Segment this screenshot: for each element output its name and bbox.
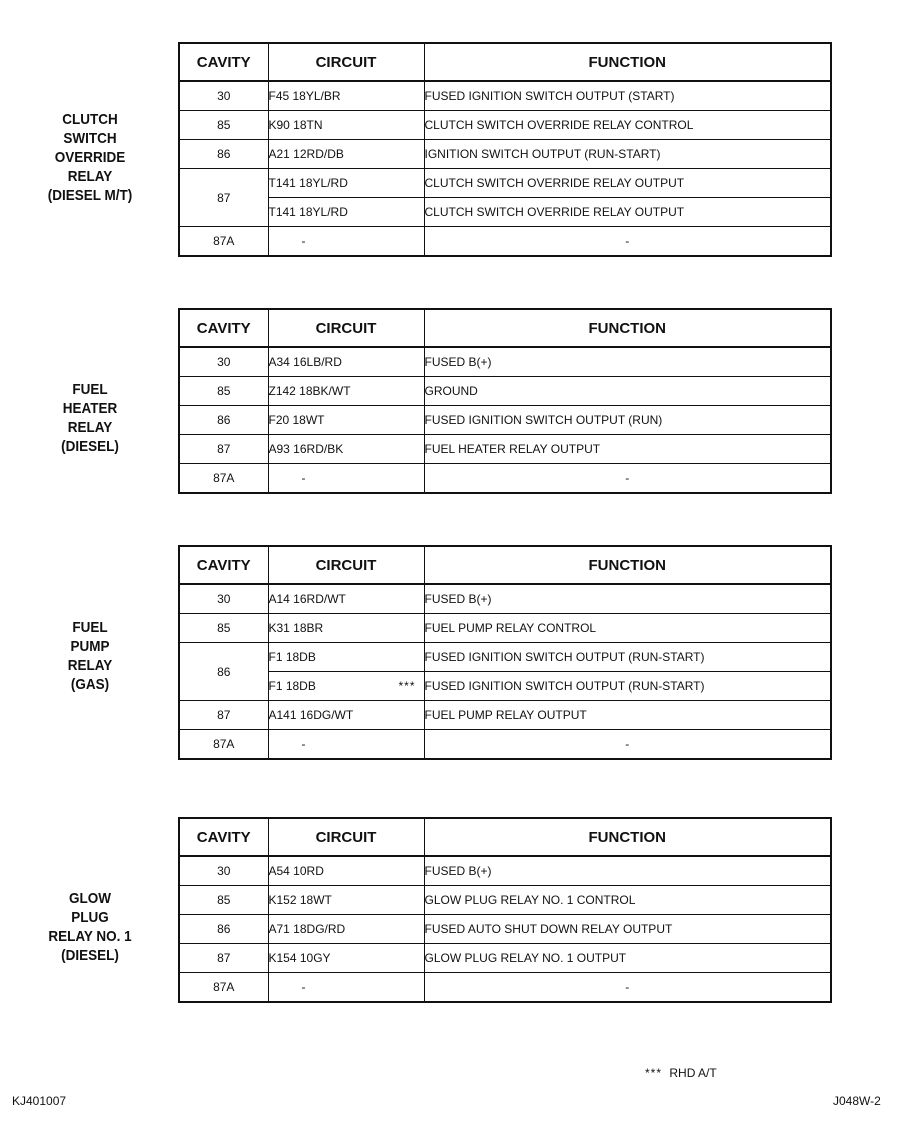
- table-row: [179, 886, 831, 915]
- fuel-heater-relay-table: [178, 308, 832, 494]
- figure-code-left: KJ401007: [12, 1094, 67, 1108]
- table-header-row: [179, 43, 831, 81]
- cavity-cell: 86: [179, 140, 268, 169]
- table-row: [179, 435, 831, 464]
- function-cell: FUEL PUMP RELAY OUTPUT: [424, 701, 831, 730]
- table-row: [179, 377, 831, 406]
- cavity-cell: 87A: [179, 464, 268, 494]
- circuit-cell: K152 18WT: [268, 886, 424, 915]
- header-function: FUNCTION: [424, 43, 831, 81]
- cavity-cell: 86: [179, 915, 268, 944]
- function-cell: -: [424, 227, 831, 257]
- cavity-cell: 87: [179, 169, 268, 227]
- table-header-row: [179, 546, 831, 584]
- cavity-cell: 85: [179, 886, 268, 915]
- circuit-cell: K90 18TN: [268, 111, 424, 140]
- function-cell: -: [424, 973, 831, 1003]
- function-cell: FUSED B(+): [424, 347, 831, 377]
- table-row: [179, 584, 831, 614]
- header-function: FUNCTION: [424, 818, 831, 856]
- rhd-marker: ***: [398, 679, 416, 693]
- circuit-cell: A34 16LB/RD: [268, 347, 424, 377]
- footnote: [645, 1066, 717, 1080]
- figure-code-right: J048W-2: [833, 1094, 881, 1108]
- table-row: [179, 347, 831, 377]
- cavity-cell: 86: [179, 406, 268, 435]
- footnote-text: RHD A/T: [669, 1066, 717, 1080]
- cavity-cell: 30: [179, 584, 268, 614]
- circuit-cell: K154 10GY: [268, 944, 424, 973]
- circuit-cell: A54 10RD: [268, 856, 424, 886]
- table-row: [179, 915, 831, 944]
- circuit-cell: F1 18DB: [268, 643, 424, 672]
- table-header-row: [179, 309, 831, 347]
- header-cavity: CAVITY: [179, 43, 268, 81]
- table-row: [179, 464, 831, 494]
- function-cell: CLUTCH SWITCH OVERRIDE RELAY CONTROL: [424, 111, 831, 140]
- circuit-cell: A141 16DG/WT: [268, 701, 424, 730]
- cavity-cell: 30: [179, 81, 268, 111]
- cavity-cell: 87A: [179, 730, 268, 760]
- table-row: [179, 406, 831, 435]
- cavity-cell: 87: [179, 701, 268, 730]
- table-row: [179, 672, 831, 701]
- cavity-cell: 87A: [179, 973, 268, 1003]
- function-cell: FUSED B(+): [424, 584, 831, 614]
- circuit-cell: A14 16RD/WT: [268, 584, 424, 614]
- cavity-cell: 87: [179, 435, 268, 464]
- header-circuit: CIRCUIT: [268, 309, 424, 347]
- header-function: FUNCTION: [424, 309, 831, 347]
- circuit-cell: T141 18YL/RD: [268, 169, 424, 198]
- circuit-cell: F45 18YL/BR: [268, 81, 424, 111]
- function-cell: FUSED AUTO SHUT DOWN RELAY OUTPUT: [424, 915, 831, 944]
- table-row: [179, 81, 831, 111]
- table-row: [179, 140, 831, 169]
- cavity-cell: 87: [179, 944, 268, 973]
- table-row: [179, 973, 831, 1003]
- cavity-cell: 30: [179, 856, 268, 886]
- table-row: [179, 944, 831, 973]
- circuit-cell: A93 16RD/BK: [268, 435, 424, 464]
- function-cell: FUSED B(+): [424, 856, 831, 886]
- section-label-glow-plug-relay: GLOW PLUG RELAY NO. 1 (DIESEL): [48, 890, 132, 964]
- header-function: FUNCTION: [424, 546, 831, 584]
- footnote-marker: ***: [645, 1066, 663, 1080]
- cavity-cell: 86: [179, 643, 268, 701]
- circuit-cell: -: [268, 464, 424, 494]
- header-circuit: CIRCUIT: [268, 546, 424, 584]
- circuit-cell: -: [268, 973, 424, 1003]
- function-cell: -: [424, 464, 831, 494]
- header-cavity: CAVITY: [179, 818, 268, 856]
- cavity-cell: 87A: [179, 227, 268, 257]
- section-label-fuel-pump-relay: FUEL PUMP RELAY (GAS): [67, 619, 113, 693]
- function-cell: FUEL HEATER RELAY OUTPUT: [424, 435, 831, 464]
- function-cell: CLUTCH SWITCH OVERRIDE RELAY OUTPUT: [424, 169, 831, 198]
- function-cell: IGNITION SWITCH OUTPUT (RUN-START): [424, 140, 831, 169]
- function-cell: FUSED IGNITION SWITCH OUTPUT (RUN): [424, 406, 831, 435]
- glow-plug-relay-table: [178, 817, 832, 1003]
- header-circuit: CIRCUIT: [268, 818, 424, 856]
- function-cell: FUEL PUMP RELAY CONTROL: [424, 614, 831, 643]
- function-cell: GLOW PLUG RELAY NO. 1 OUTPUT: [424, 944, 831, 973]
- circuit-cell: Z142 18BK/WT: [268, 377, 424, 406]
- table-row: [179, 198, 831, 227]
- table-row: [179, 730, 831, 760]
- cavity-cell: 30: [179, 347, 268, 377]
- function-cell: GLOW PLUG RELAY NO. 1 CONTROL: [424, 886, 831, 915]
- function-cell: GROUND: [424, 377, 831, 406]
- circuit-text: F1 18DB: [268, 679, 316, 693]
- circuit-cell: -: [268, 227, 424, 257]
- section-label-fuel-heater-relay: FUEL HEATER RELAY (DIESEL): [61, 381, 119, 455]
- table-row: [179, 643, 831, 672]
- cavity-cell: 85: [179, 377, 268, 406]
- table-row: [179, 227, 831, 257]
- function-cell: FUSED IGNITION SWITCH OUTPUT (RUN-START): [424, 672, 831, 701]
- circuit-cell: F20 18WT: [268, 406, 424, 435]
- table-header-row: [179, 818, 831, 856]
- clutch-switch-override-relay-table: [178, 42, 832, 257]
- header-circuit: CIRCUIT: [268, 43, 424, 81]
- fuel-pump-relay-table: [178, 545, 832, 760]
- circuit-cell: K31 18BR: [268, 614, 424, 643]
- header-cavity: CAVITY: [179, 309, 268, 347]
- function-cell: FUSED IGNITION SWITCH OUTPUT (START): [424, 81, 831, 111]
- table-row: [179, 701, 831, 730]
- header-cavity: CAVITY: [179, 546, 268, 584]
- function-cell: -: [424, 730, 831, 760]
- circuit-cell: A71 18DG/RD: [268, 915, 424, 944]
- function-cell: CLUTCH SWITCH OVERRIDE RELAY OUTPUT: [424, 198, 831, 227]
- cavity-cell: 85: [179, 614, 268, 643]
- table-row: [179, 111, 831, 140]
- table-row: [179, 169, 831, 198]
- circuit-cell: -: [268, 730, 424, 760]
- circuit-cell: [268, 672, 424, 701]
- circuit-cell: A21 12RD/DB: [268, 140, 424, 169]
- cavity-cell: 85: [179, 111, 268, 140]
- function-cell: FUSED IGNITION SWITCH OUTPUT (RUN-START): [424, 643, 831, 672]
- table-row: [179, 614, 831, 643]
- table-row: [179, 856, 831, 886]
- section-label-clutch-switch-override-relay: CLUTCH SWITCH OVERRIDE RELAY (DIESEL M/T): [47, 111, 133, 204]
- circuit-cell: T141 18YL/RD: [268, 198, 424, 227]
